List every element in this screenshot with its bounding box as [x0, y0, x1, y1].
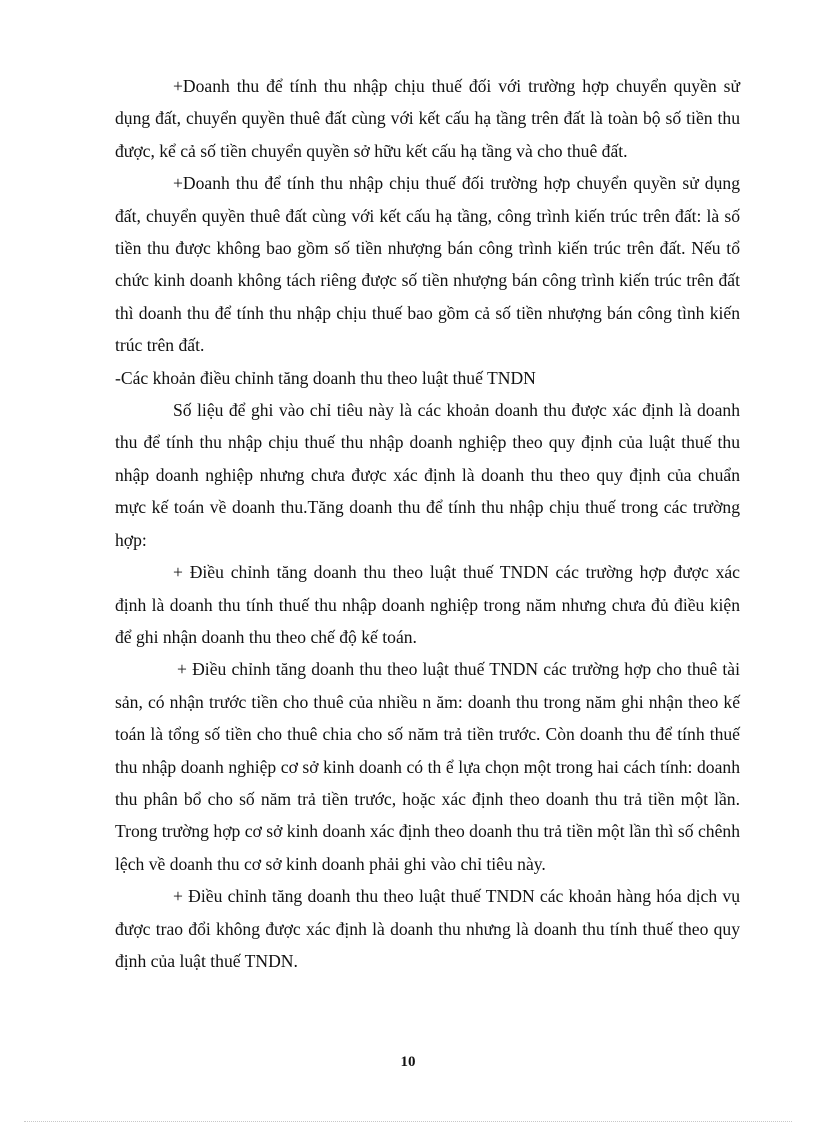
paragraph-2: +Doanh thu để tính thu nhập chịu thuế đối trường hợp chuyển quyền sử dụng đất, chuyển quyền thuê đất cùng với kết cấu hạ tầng, công trình kiến trúc trên đất: là số tiền thu được không bao gồm số tiền nhượng bán công trình kiến trúc trên đất. Nếu tổ chức kinh doanh không tách riêng được số tiền nhượng bán công trình kiến trúc trên đất thì doanh thu để tính thu nhập chịu thuế bao gồm cả số tiền nhượng bán công tình kiến trúc trên đất. [115, 173, 740, 356]
paragraph-4: + Điều chỉnh tăng doanh thu theo luật thuế TNDN các trường hợp được xác định là doanh thu tính thuế thu nhập doanh nghiệp trong năm nhưng chưa đủ điều kiện để ghi nhận doanh thu theo chế độ kế toán. [115, 562, 740, 647]
section-heading: -Các khoản điều chỉnh tăng doanh thu theo luật thuế TNDN [115, 367, 536, 388]
paragraph-1: +Doanh thu để tính thu nhập chịu thuế đối với trường hợp chuyển quyền sử dụng đất, chuyển quyền thuê đất cùng với kết cấu hạ tầng trên đất là toàn bộ số tiền thu được, kể cả số tiền chuyển quyền sở hữu kết cấu hạ tầng và cho thuê đất. [115, 76, 740, 161]
paragraph-5: + Điều chỉnh tăng doanh thu theo luật thuế TNDN các trường hợp cho thuê tài sản, có nhận trước tiền cho thuê của nhiều n ăm: doanh thu trong năm ghi nhận theo kế toán là tổng số tiền cho thuê chia cho số năm trả tiền trước. Còn doanh thu để tính thuế thu nhập doanh nghiệp cơ sở kinh doanh có th ể lựa chọn một trong hai cách tính: doanh thu phân bổ cho số năm trả tiền trước, hoặc xác định theo doanh thu trả tiền một lần. Trong trường hợp cơ sở kinh doanh xác định theo doanh thu trả tiền một lần thì số chênh lệch về doanh thu cơ sở kinh doanh phải ghi vào chỉ tiêu này. [115, 659, 740, 874]
document-body [115, 70, 740, 977]
footer-divider [24, 1121, 792, 1122]
paragraph-3: Số liệu để ghi vào chỉ tiêu này là các khoản doanh thu được xác định là doanh thu để tính thu nhập chịu thuế thu nhập doanh nghiệp theo quy định của luật thuế thu nhập doanh nghiệp nhưng chưa được xác định là doanh thu theo quy định của chuẩn mực kế toán về doanh thu.Tăng doanh thu để tính thu nhập chịu thuế trong các trường hợp: [115, 400, 740, 550]
page-number: 10 [400, 1054, 416, 1070]
paragraph-6: + Điều chỉnh tăng doanh thu theo luật thuế TNDN các khoản hàng hóa dịch vụ được trao đổi không được xác định là doanh thu nhưng là doanh thu tính thuế theo quy định của luật thuế TNDN. [115, 886, 740, 971]
